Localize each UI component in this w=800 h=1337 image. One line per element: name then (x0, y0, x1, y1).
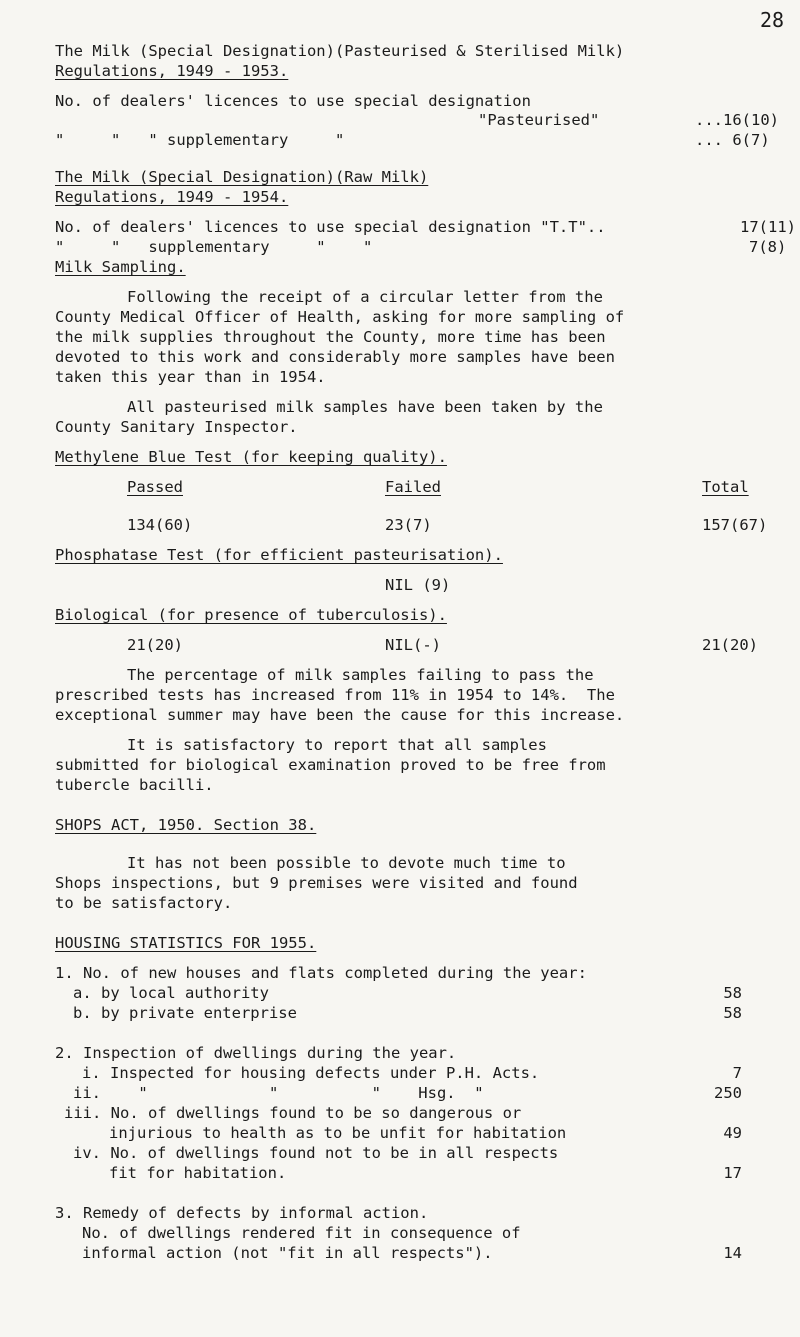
paragraph-line: to be satisfactory. (55, 894, 233, 912)
biological-failed-value: NIL(-) (385, 636, 441, 654)
housing-item-2i-label: i. Inspected for housing defects under P.H. Acts. (82, 1064, 540, 1082)
housing-item-3-label: No. of dwellings rendered fit in consequence of (82, 1224, 521, 1242)
failed-header: Failed (385, 478, 441, 496)
paragraph-line: It is satisfactory to report that all samples (127, 736, 547, 754)
paragraph-line: the milk supplies throughout the County, more time has been (55, 328, 606, 346)
pasteurised-supplementary-label: " " " supplementary " (55, 131, 345, 149)
paragraph-line: Following the receipt of a circular letter from the (127, 288, 603, 306)
paragraph-line: All pasteurised milk samples have been taken by the (127, 398, 603, 416)
housing-item-2iii-value: 49 (723, 1124, 742, 1142)
housing-item-2: 2. Inspection of dwellings during the year. (55, 1044, 457, 1062)
raw-licences-value: 17(11) (740, 218, 796, 236)
pasteurised-licences-label-cont: "Pasteurised" (478, 111, 600, 129)
paragraph-line: County Medical Officer of Health, asking for more sampling of (55, 308, 625, 326)
paragraph-line: submitted for biological examination proved to be free from (55, 756, 606, 774)
housing-item-1a-label: a. by local authority (73, 984, 269, 1002)
methylene-heading: Methylene Blue Test (for keeping quality). (55, 448, 447, 466)
housing-item-3: 3. Remedy of defects by informal action. (55, 1204, 429, 1222)
paragraph-line: prescribed tests has increased from 11% in 1954 to 14%. The (55, 686, 615, 704)
shops-heading: SHOPS ACT, 1950. Section 38. (55, 816, 317, 834)
milk-sampling-heading: Milk Sampling. (55, 258, 186, 276)
housing-item-2iv-value: 17 (723, 1164, 742, 1182)
passed-value: 134(60) (127, 516, 193, 534)
housing-item-2iii-label: iii. No. of dwellings found to be so dangerous or (64, 1104, 522, 1122)
pasteurised-heading: The Milk (Special Designation)(Pasteurised & Sterilised Milk) (55, 42, 625, 60)
pasteurised-licences-label: No. of dealers' licences to use special designation (55, 92, 531, 110)
page-number: 28 (760, 8, 785, 32)
housing-item-2i-value: 7 (732, 1064, 742, 1082)
housing-item-2iv-label-cont: fit for habitation. (109, 1164, 287, 1182)
housing-heading: HOUSING STATISTICS FOR 1955. (55, 934, 317, 952)
paragraph-line: County Sanitary Inspector. (55, 418, 298, 436)
pasteurised-supplementary-value: ... 6(7) (695, 131, 770, 149)
raw-supplementary-label: " " supplementary " " (55, 238, 373, 256)
housing-item-3-value: 14 (723, 1244, 742, 1262)
raw-supplementary-value: 7(8) (749, 238, 787, 256)
biological-passed-value: 21(20) (127, 636, 183, 654)
housing-item-1b-label: b. by private enterprise (73, 1004, 297, 1022)
housing-item-2iii-label-cont: injurious to health as to be unfit for habitation (109, 1124, 567, 1142)
housing-item-2iv-label: iv. No. of dwellings found not to be in all respects (73, 1144, 559, 1162)
pasteurised-licences-value: ...16(10) (695, 111, 779, 129)
paragraph-line: devoted to this work and considerably more samples have been (55, 348, 615, 366)
total-value: 157(67) (702, 516, 768, 534)
housing-item-1a-value: 58 (723, 984, 742, 1002)
passed-header: Passed (127, 478, 183, 496)
paragraph-line: Shops inspections, but 9 premises were visited and found (55, 874, 578, 892)
raw-heading: The Milk (Special Designation)(Raw Milk) (55, 168, 429, 186)
paragraph-line: It has not been possible to devote much time to (127, 854, 566, 872)
paragraph-line: The percentage of milk samples failing to pass the (127, 666, 594, 684)
phosphatase-heading: Phosphatase Test (for efficient pasteurisation). (55, 546, 503, 564)
housing-item-1: 1. No. of new houses and flats completed during the year: (55, 964, 587, 982)
raw-licences-label: No. of dealers' licences to use special designation "T.T".. (55, 218, 606, 236)
phosphatase-value: NIL (9) (385, 576, 451, 594)
paragraph-line: taken this year than in 1954. (55, 368, 326, 386)
pasteurised-regulations: Regulations, 1949 - 1953. (55, 62, 289, 80)
housing-item-2ii-value: 250 (714, 1084, 742, 1102)
paragraph-line: tubercle bacilli. (55, 776, 214, 794)
housing-item-2ii-label: ii. " " " Hsg. " (73, 1084, 484, 1102)
failed-value: 23(7) (385, 516, 432, 534)
housing-item-3-label-cont: informal action (not "fit in all respects"). (82, 1244, 493, 1262)
biological-total-value: 21(20) (702, 636, 758, 654)
housing-item-1b-value: 58 (723, 1004, 742, 1022)
biological-heading: Biological (for presence of tuberculosis). (55, 606, 447, 624)
raw-regulations: Regulations, 1949 - 1954. (55, 188, 289, 206)
total-header: Total (702, 478, 749, 496)
paragraph-line: exceptional summer may have been the cause for this increase. (55, 706, 625, 724)
